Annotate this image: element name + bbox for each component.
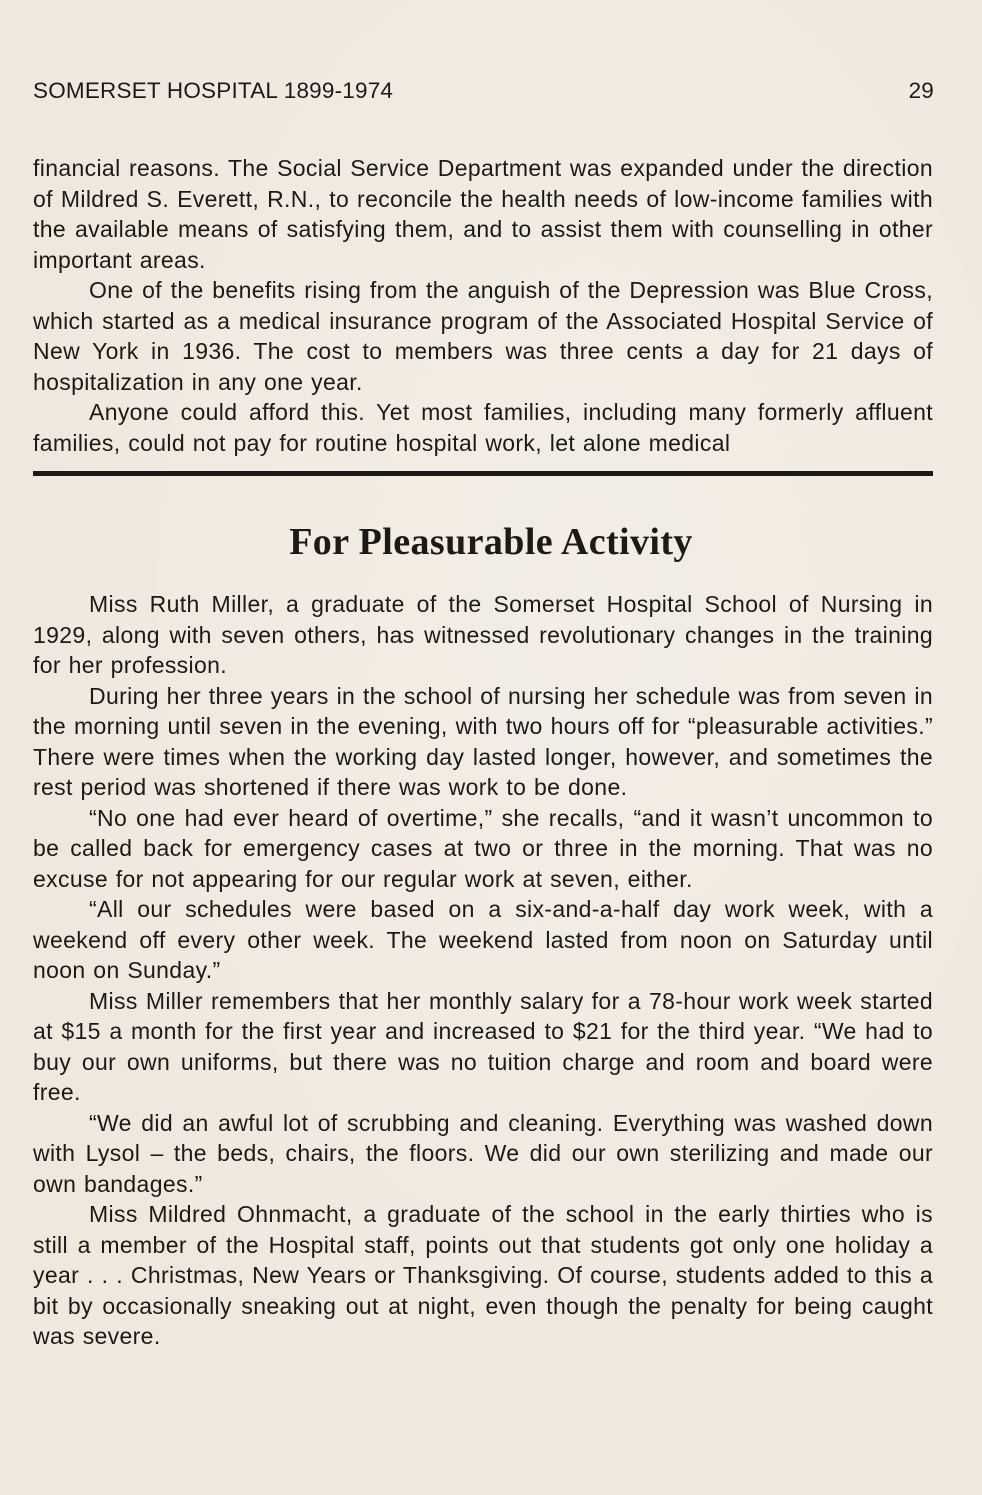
continued-text: [33, 153, 933, 458]
paragraph: financial reasons. The Social Service Department was expanded under the direction of Mildred S. Everett, R.N., to reconcile the health needs of low-income families with the available means of satisfying them, and to assist them with counselling in other important areas.: [33, 155, 933, 273]
page-number: 29: [908, 78, 934, 103]
paragraph: Miss Mildred Ohnmacht, a graduate of the school in the early thirties who is still a member of the Hospital staff, points out that students got only one holiday a year . . . Christmas, New Years or Thanksgiving. Of course, students added to this a bit by occasionally sneaking out at night, even though the penalty for being caught was severe.: [33, 1201, 933, 1349]
paragraph: “We did an awful lot of scrubbing and cleaning. Everything was washed down with Lysol – the beds, chairs, the floors. We did our own sterilizing and made our own bandages.”: [33, 1109, 933, 1197]
paragraph: Anyone could afford this. Yet most families, including many formerly affluent families, could not pay for routine hospital work, let alone medical: [33, 399, 933, 456]
paragraph: During her three years in the school of nursing her schedule was from seven in the morning until seven in the evening, with two hours off for “pleasurable activities.” There were times when the working day lasted longer, however, and sometimes the rest period was shortened if there was work to be done.: [33, 682, 933, 800]
running-title: SOMERSET HOSPITAL 1899-1974: [33, 78, 394, 103]
paragraph: One of the benefits rising from the anguish of the Depression was Blue Cross, which started as a medical insurance program of the Associated Hospital Service of New York in 1936. The cost to members was three cents a day for 21 days of hospitalization in any one year.: [33, 277, 933, 395]
section-heading: For Pleasurable Activity: [289, 521, 693, 563]
paragraph: “All our schedules were based on a six-and-a-half day work week, with a weekend off every other week. The weekend lasted from noon on Saturday until noon on Sunday.”: [33, 896, 933, 983]
paragraph: “No one had ever heard of overtime,” she recalls, “and it wasn’t uncommon to be called back for emergency cases at two or three in the morning. That was no excuse for not appearing for our regular work at seven, either.: [33, 804, 933, 892]
section-divider: [33, 471, 933, 476]
running-header: [33, 78, 934, 110]
section-body: [33, 589, 933, 1352]
paragraph: Miss Ruth Miller, a graduate of the Somerset Hospital School of Nursing in 1929, along with seven others, has witnessed revolutionary changes in the training for her profession.: [33, 591, 933, 678]
paragraph: Miss Miller remembers that her monthly salary for a 78-hour work week started at $15 a month for the first year and increased to $21 for the third year. “We had to buy our own uniforms, but there was no tuition charge and room and board were free.: [33, 987, 933, 1105]
